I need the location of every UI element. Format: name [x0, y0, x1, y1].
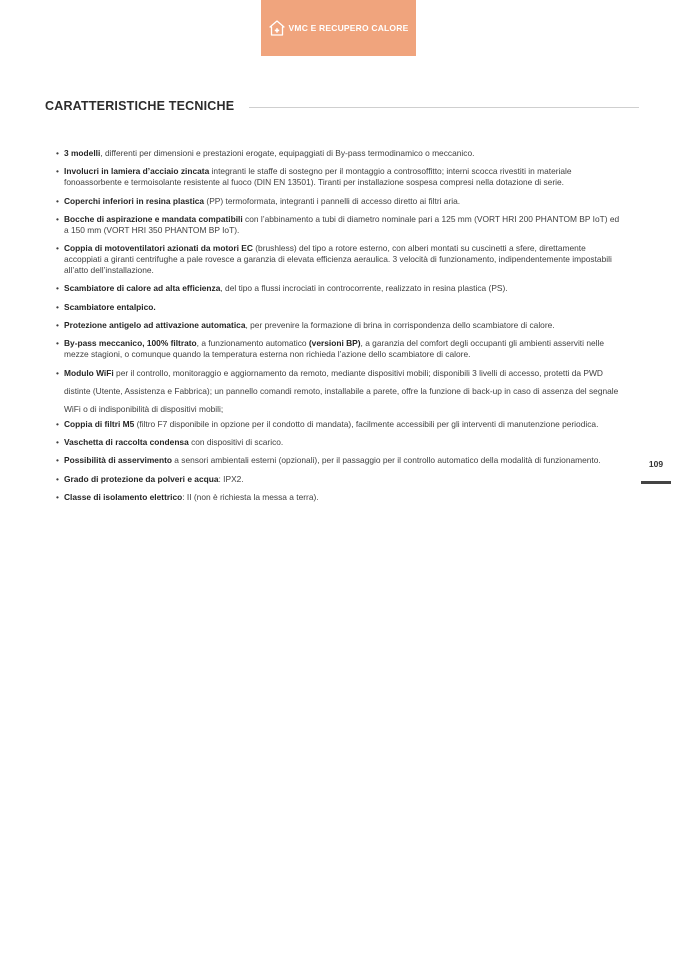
list-item: • Bocche di aspirazione e mandata compatibili con l’abbinamento a tubi di diametro nominale pari a 125 mm (VORT HRI 200 PHANTOM BP IoT) ed a 150 mm (VORT HRI 350 PHANTOM BP IoT). — [56, 214, 622, 236]
list-item: • Modulo WiFi per il controllo, monitoraggio e aggiornamento da remoto, mediante dispositivi mobili; disponibili 3 livelli di accesso, protetti da PWD distinte (Utente, Assistenza e Fabbrica); un pannello comandi remoto, installabile a parete, offre la funzione di back-up in caso di assenza del segnale WiFi o di indisponibilità di dispositivi mobili; — [56, 364, 622, 418]
list-item: • Scambiatore di calore ad alta efficienza, del tipo a flussi incrociati in controcorrente, realizzato in resina plastica (PS). — [56, 283, 622, 294]
section-tab-label: VMC E RECUPERO CALORE — [288, 23, 409, 33]
list-item: • Coperchi inferiori in resina plastica (PP) termoformata, integranti i pannelli di accesso diretto ai filtri aria. — [56, 196, 622, 207]
section-title: CARATTERISTICHE TECNICHE — [45, 99, 235, 113]
list-item: • Grado di protezione da polveri e acqua: IPX2. — [56, 474, 622, 485]
list-item: • Protezione antigelo ad attivazione automatica, per prevenire la formazione di brina in corrispondenza dello scambiatore di calore. — [56, 320, 622, 331]
house-plus-icon — [269, 20, 285, 36]
feature-list — [56, 148, 622, 510]
list-item: • Possibilità di asservimento a sensori ambientali esterni (opzionali), per il passaggio per il controllo automatico della modalità di funzionamento. — [56, 455, 622, 466]
page-number-bar — [641, 481, 671, 484]
list-item: • Coppia di filtri M5 (filtro F7 disponibile in opzione per il condotto di mandata), facilmente accessibili per gli interventi di manutenzione periodica. — [56, 419, 622, 430]
list-item: • 3 modelli, differenti per dimensioni e prestazioni erogate, equipaggiati di By-pass termodinamico o meccanico. — [56, 148, 622, 159]
list-item: • Vaschetta di raccolta condensa con dispositivi di scarico. — [56, 437, 622, 448]
title-divider — [249, 107, 639, 108]
list-item: • Classe di isolamento elettrico: II (non è richiesta la messa a terra). — [56, 492, 622, 503]
list-item: • Coppia di motoventilatori azionati da motori EC (brushless) del tipo a rotore esterno, con alberi montati su cuscinetti a sfere, direttamente accoppiati a giranti centrifughe a pale rovesce a garanzia di elevata efficienza aeraulica. 3 velocità di funzionamento, indipendentemente impostabili all’atto dell’installazione. — [56, 243, 622, 275]
section-tab — [261, 0, 416, 56]
list-item: • Scambiatore entalpico. — [56, 302, 622, 313]
list-item: • Involucri in lamiera d’acciaio zincata integranti le staffe di sostegno per il montaggio a controsoffitto; interni scocca rivestiti in materiale fonoassorbente e termoisolante resistente al fuoco (DIN EN 13501). Tiranti per installazione sospesa compresi nella dotazione di serie. — [56, 166, 622, 188]
list-item: • By-pass meccanico, 100% filtrato, a funzionamento automatico (versioni BP), a garanzia del comfort degli occupanti gli ambienti asserviti nelle mezze stagioni, o comunque quando la temperatura esterna non richieda l’azione dello scambiatore di calore. — [56, 338, 622, 360]
page-number: 109 — [648, 459, 664, 469]
